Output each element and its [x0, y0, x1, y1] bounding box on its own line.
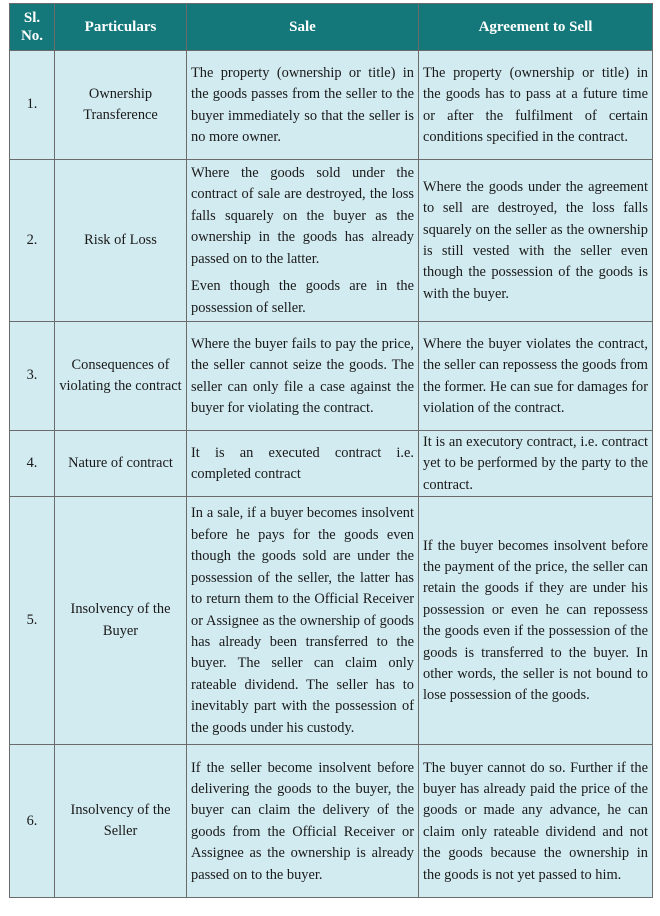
agreement-cell [419, 51, 653, 160]
comparison-table-container [9, 3, 652, 898]
sale-paragraph: It is an executed contract i.e. completed contract [191, 444, 414, 483]
table-row [10, 322, 653, 431]
sale-cell [187, 497, 419, 745]
agreement-paragraph: It is an executory contract, i.e. contract yet to be performed by the party to the contract. [423, 434, 648, 493]
row-particular: Consequences of violating the contract [55, 322, 187, 431]
row-particular: Insolvency of the Seller [55, 745, 187, 898]
header-sale: Sale [187, 4, 419, 51]
row-particular: Insolvency of the Buyer [55, 497, 187, 745]
sale-cell [187, 51, 419, 160]
agreement-cell [419, 497, 653, 745]
sale-paragraph: Even though the goods are in the possession of seller. [191, 278, 414, 316]
row-particular: Nature of contract [55, 431, 187, 497]
sale-cell [187, 322, 419, 431]
table-row [10, 745, 653, 898]
agreement-paragraph: Where the goods under the agreement to sell are destroyed, the loss falls squarely on the seller as the ownership is still vested with the seller even though the possession of the goods is with the buyer. [423, 178, 648, 302]
row-number: 4. [10, 431, 55, 497]
agreement-cell [419, 745, 653, 898]
agreement-paragraph: Where the buyer violates the contract, the seller can repossess the goods from the former. He can sue for damages for violation of the contract. [423, 335, 648, 416]
header-agreement-to-sell: Agreement to Sell [419, 4, 653, 51]
sale-cell [187, 160, 419, 322]
sale-paragraph: In a sale, if a buyer becomes insolvent before he pays for the goods even though the goods sold are under the possession of the seller, the latter has to return them to the Official Receiver or Assignee as the ownership of goods has already been transferred to the buyer. The seller can claim only rateable dividend. The seller has to inevitably part with the possession of the goods under his custody. [191, 505, 414, 736]
table-row [10, 497, 653, 745]
row-number: 3. [10, 322, 55, 431]
sale-paragraph: Where the goods sold under the contract of sale are destroyed, the loss falls squarely on the buyer as the ownership in the goods has already passed on to the latter. [191, 165, 414, 267]
row-number: 2. [10, 160, 55, 322]
row-particular: Risk of Loss [55, 160, 187, 322]
sale-cell [187, 745, 419, 898]
agreement-cell [419, 160, 653, 322]
table-body [10, 51, 653, 898]
sale-paragraph: The property (ownership or title) in the goods passes from the seller to the buyer immediately so that the seller is no more owner. [191, 64, 414, 145]
agreement-cell [419, 322, 653, 431]
sale-cell [187, 431, 419, 497]
agreement-paragraph: If the buyer becomes insolvent before the payment of the price, the seller can retain the goods if they are under his possession or even he can repossess the goods even if the possession of the goods is transferred to the buyer. In other words, the seller is not bound to lose possession of the goods. [423, 537, 648, 704]
row-number: 6. [10, 745, 55, 898]
sale-vs-agreement-table [9, 3, 653, 898]
header-particulars: Particulars [55, 4, 187, 51]
sale-paragraph: If the seller become insolvent before delivering the goods to the buyer, the buyer can claim the delivery of the goods from the Official Receiver or Assignee as the ownership is already passed on to the buyer. [191, 759, 414, 883]
header-sl-no: Sl. No. [10, 4, 55, 51]
sale-paragraph: Where the buyer fails to pay the price, the seller cannot seize the goods. The seller can only file a case against the buyer for violating the contract. [191, 335, 414, 416]
agreement-paragraph: The buyer cannot do so. Further if the buyer has already paid the price of the goods or made any advance, he can claim only rateable dividend and not the goods because the ownership in the goods is not yet passed to him. [423, 759, 648, 883]
agreement-cell [419, 431, 653, 497]
row-number: 5. [10, 497, 55, 745]
table-row [10, 431, 653, 497]
table-row [10, 51, 653, 160]
row-particular: Ownership Transference [55, 51, 187, 160]
table-header-row [10, 4, 653, 51]
table-row [10, 160, 653, 322]
row-number: 1. [10, 51, 55, 160]
agreement-paragraph: The property (ownership or title) in the goods has to pass at a future time or after the fulfilment of certain conditions specified in the contract. [423, 64, 648, 145]
